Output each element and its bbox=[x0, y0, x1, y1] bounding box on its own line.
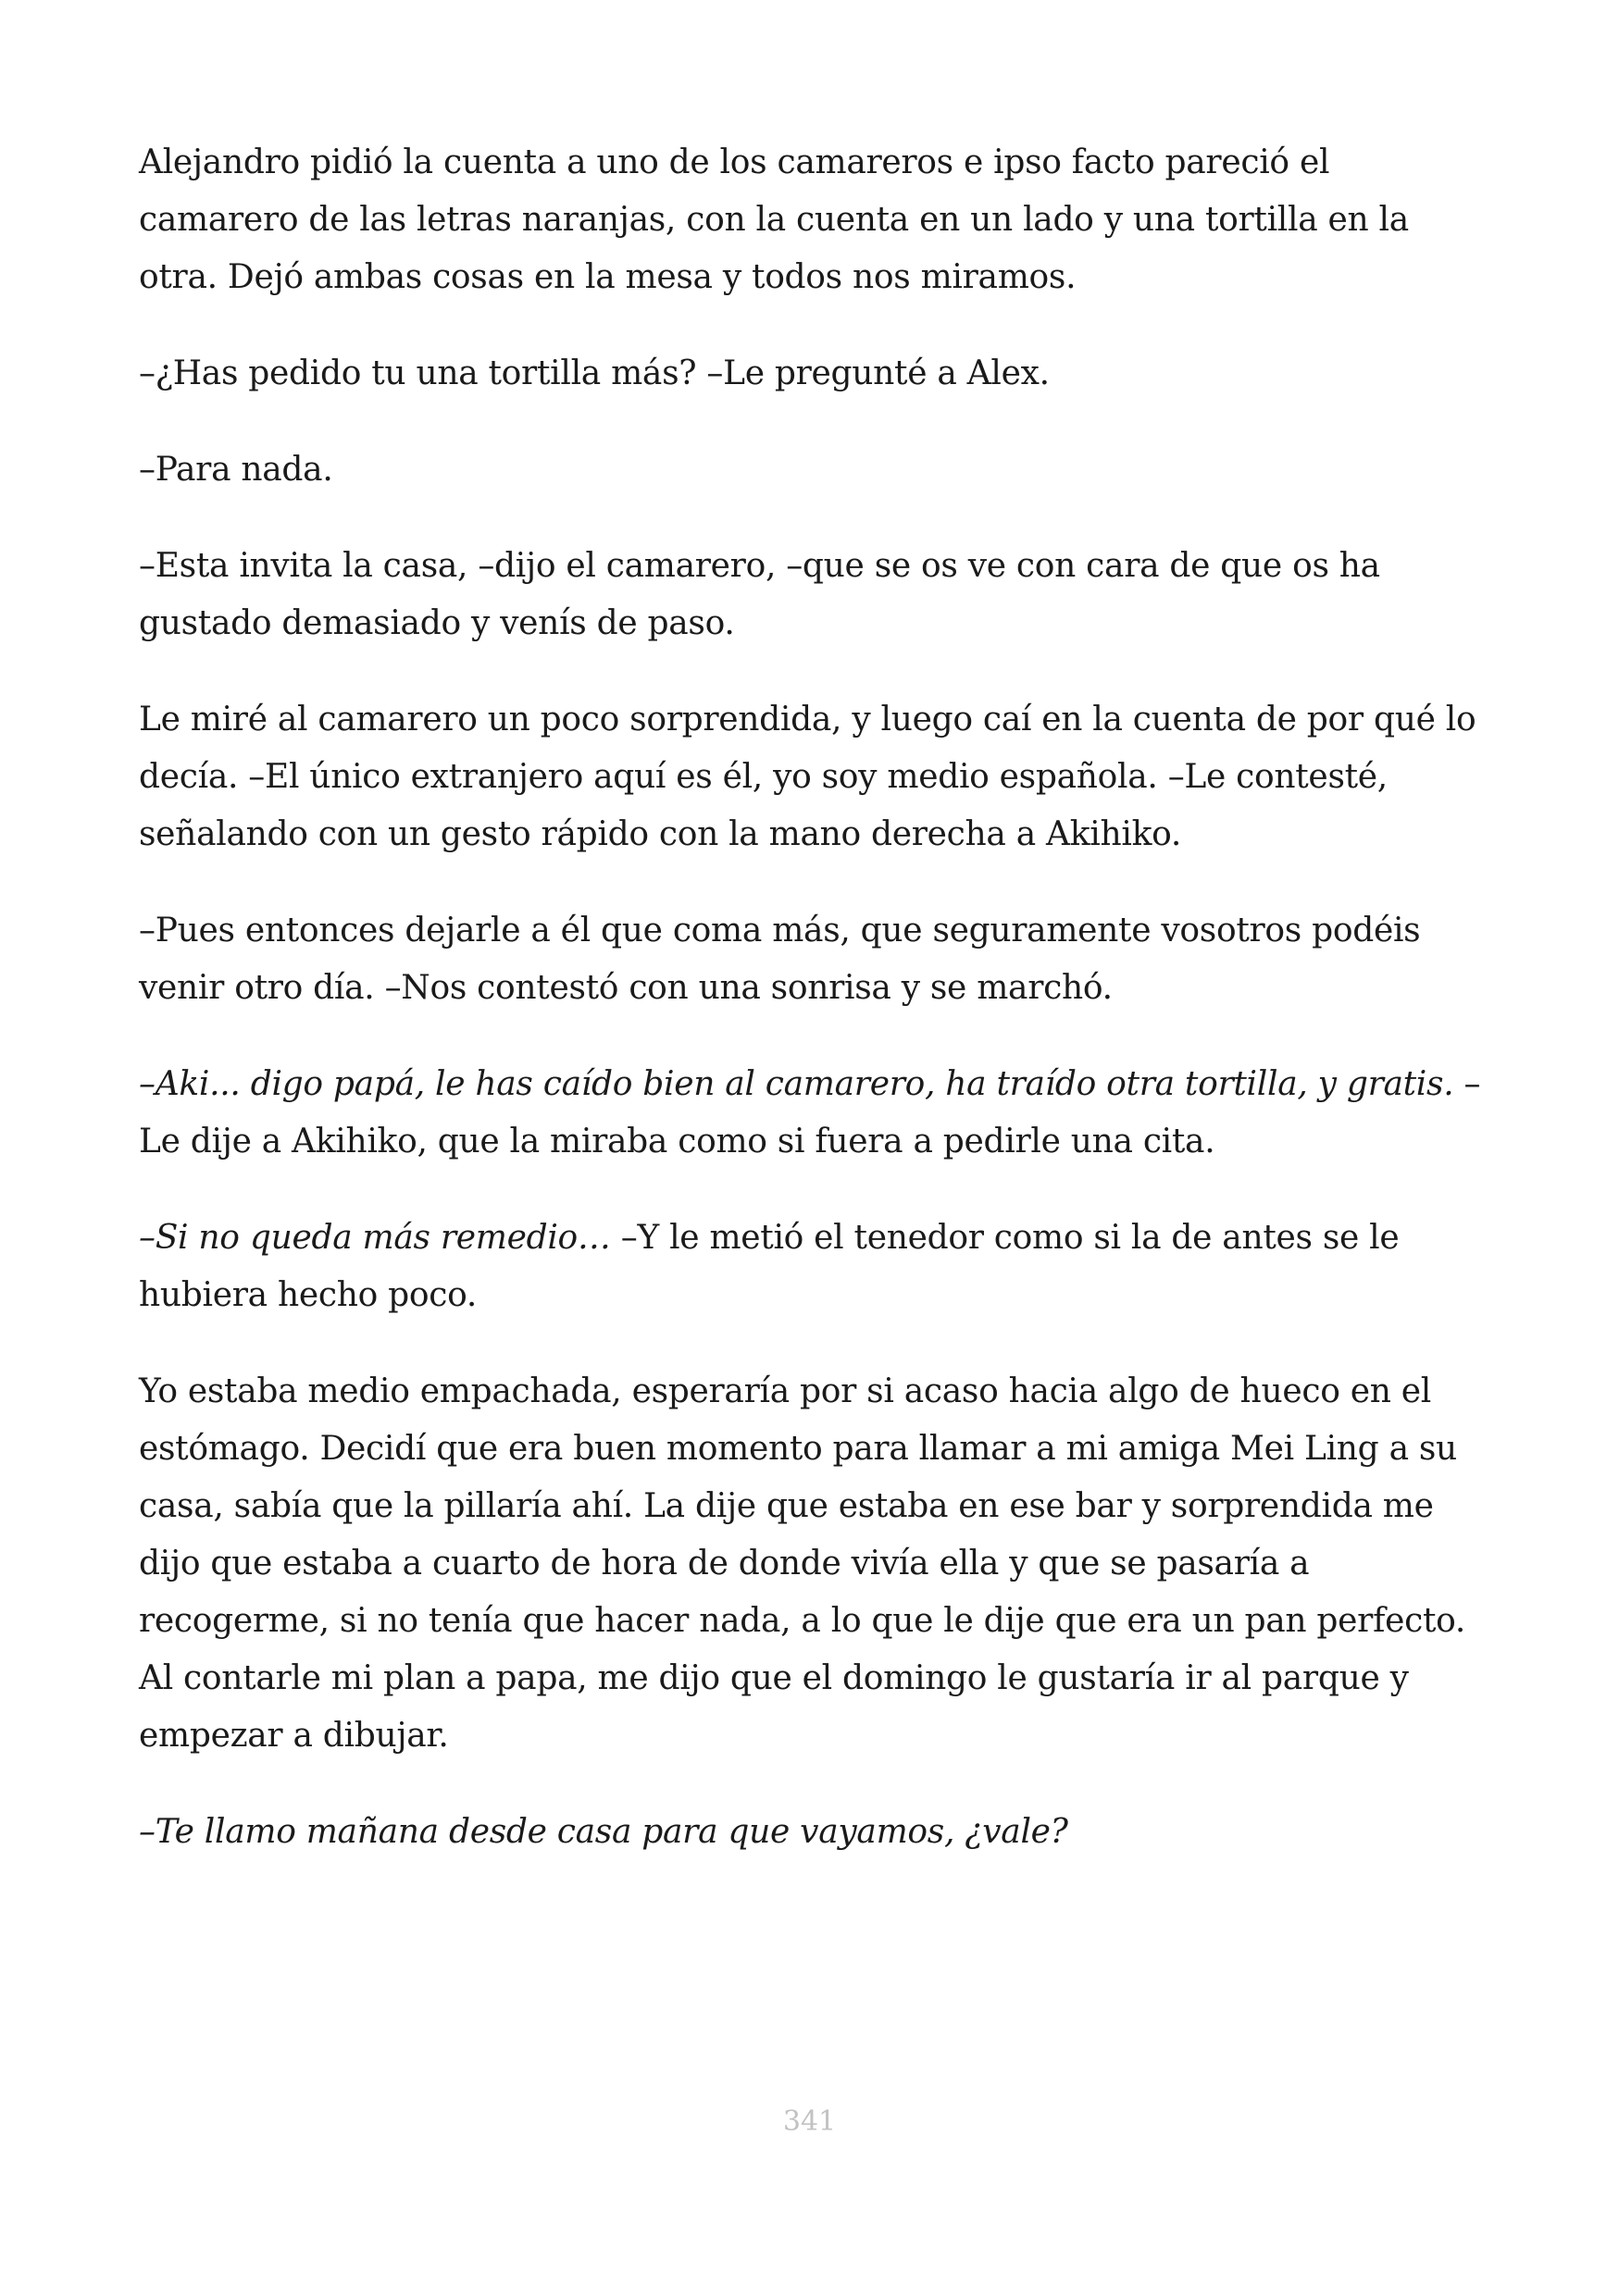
paragraph-5-text: Le miré al camarero un poco sorprendida, y luego caí en la cuenta de por qué lo decía. –El único extranjero aquí es él, yo soy medio española. –Le contesté, señalando con un gesto rápido con la mano derecha a Akihiko. bbox=[139, 701, 1476, 853]
paragraph-7-italic-text: –Aki... digo papá, le has caído bien al camarero, ha traído otra tortilla, y gratis. bbox=[139, 1065, 1454, 1103]
paragraph-8-text: –Y le metió el tenedor como si la de antes se le hubiera hecho poco. bbox=[139, 1219, 1400, 1314]
paragraph-4-text: –Esta invita la casa, –dijo el camarero, –que se os ve con cara de que os ha gustado demasiado y venís de paso. bbox=[139, 547, 1380, 642]
paragraph-6 bbox=[139, 902, 1495, 1017]
paragraph-10-italic-text: –Te llamo mañana desde casa para que vayamos, ¿vale? bbox=[139, 1813, 1068, 1851]
page-number: 341 bbox=[782, 2105, 837, 2138]
paragraph-1 bbox=[139, 134, 1495, 306]
paragraph-4 bbox=[139, 538, 1495, 652]
paragraph-3-text: –Para nada. bbox=[139, 451, 333, 489]
paragraph-5 bbox=[139, 691, 1495, 863]
paragraph-9-text: Yo estaba medio empachada, esperaría por si acaso hacia algo de hueco en el estómago. Decidí que era buen momento para llamar a mi amiga Mei Ling a su casa, sabía que la pillaría ahí. La dije que estaba en ese bar y sorprendida me dijo que estaba a cuarto de hora de donde vivía ella y que se pasaría a recogerme, si no tenía que hacer nada, a lo que le dije que era un pan perfecto. Al contarle mi plan a papa, me dijo que el domingo le gustaría ir al parque y empezar a dibujar. bbox=[139, 1372, 1466, 1755]
page-body bbox=[139, 134, 1495, 1900]
paragraph-6-text: –Pues entonces dejarle a él que coma más, que seguramente vosotros podéis venir otro día. –Nos contestó con una sonrisa y se marchó. bbox=[139, 912, 1421, 1007]
paragraph-1-text: Alejandro pidió la cuenta a uno de los camareros e ipso facto pareció el camarero de las letras naranjas, con la cuenta en un lado y una tortilla en la otra. Dejó ambas cosas en la mesa y todos nos miramos. bbox=[139, 143, 1409, 296]
paragraph-10 bbox=[139, 1804, 1495, 1861]
paragraph-9 bbox=[139, 1363, 1495, 1765]
paragraph-2 bbox=[139, 345, 1495, 403]
paragraph-7-text: –Le dije a Akihiko, que la miraba como si fuera a pedirle una cita. bbox=[139, 1065, 1481, 1160]
paragraph-7 bbox=[139, 1056, 1495, 1171]
paragraph-8-italic-text: –Si no queda más remedio… bbox=[139, 1219, 611, 1257]
paragraph-2-text: –¿Has pedido tu una tortilla más? –Le pregunté a Alex. bbox=[139, 354, 1050, 392]
paragraph-8 bbox=[139, 1210, 1495, 1324]
paragraph-3 bbox=[139, 441, 1495, 499]
